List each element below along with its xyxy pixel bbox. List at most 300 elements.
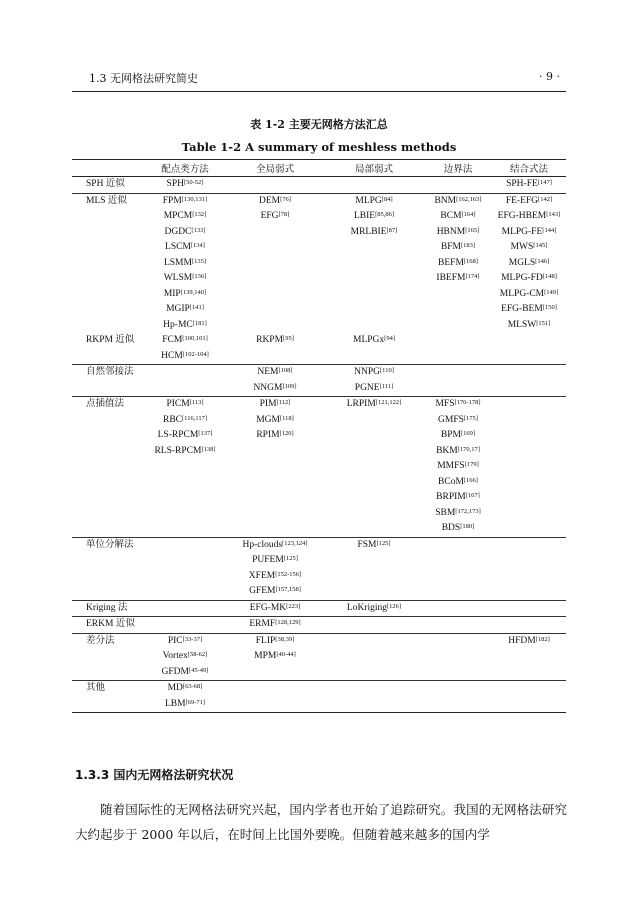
citation-ref: [132] — [192, 211, 207, 218]
citation-ref: [162,163] — [456, 195, 482, 203]
citation-ref: [148] — [542, 273, 557, 280]
method-entry — [144, 271, 226, 287]
running-head: 1.3 无网格法研究简史 — [89, 72, 198, 85]
method-name: PICM — [166, 399, 190, 409]
method-entry — [424, 490, 492, 506]
citation-ref: [100,101] — [182, 335, 208, 342]
method-name: PIM — [259, 399, 277, 409]
meshless-methods-table — [72, 159, 566, 713]
method-name: LBIE — [353, 211, 376, 221]
method-name: LSMM — [163, 257, 192, 268]
method-entry — [144, 413, 226, 429]
citation-ref: [125] — [376, 539, 391, 547]
method-entry — [424, 225, 492, 241]
page-number: · 9 · — [539, 70, 560, 83]
method-name: BEFM — [438, 257, 464, 268]
method-name: BNM — [434, 195, 457, 206]
column-header: 全局弱式 — [226, 160, 324, 177]
method-entry — [144, 428, 226, 444]
method-entry — [324, 538, 424, 554]
citation-ref: [109] — [282, 382, 297, 390]
method-name: BFM — [440, 242, 461, 252]
table-cell — [492, 397, 566, 538]
method-name: BCoM — [438, 476, 464, 487]
method-name: LSCM — [165, 242, 191, 252]
table-cell — [226, 537, 324, 600]
table-cell — [424, 633, 492, 681]
method-entry — [144, 240, 226, 256]
method-entry — [324, 209, 424, 225]
method-name: MGIP — [166, 304, 190, 314]
method-name: PGNE — [354, 382, 380, 393]
method-entry — [492, 302, 566, 318]
citation-ref: [165] — [465, 226, 480, 234]
method-name: XFEM — [248, 570, 276, 581]
citation-ref: [76] — [280, 195, 291, 203]
method-entry — [144, 665, 226, 681]
method-entry — [144, 333, 226, 349]
method-entry — [324, 601, 424, 617]
method-entry — [324, 225, 424, 241]
method-name: SPH — [166, 179, 184, 189]
method-entry — [144, 681, 226, 697]
row-label: MLS 近似 — [86, 195, 127, 206]
method-name: LRPIM — [346, 399, 376, 409]
method-name: MGLS — [508, 257, 536, 268]
citation-ref: [183] — [460, 242, 476, 249]
citation-ref: [118] — [279, 414, 294, 422]
method-entry — [424, 256, 492, 272]
method-entry — [144, 634, 226, 650]
table-cell — [424, 177, 492, 194]
method-name: MD — [167, 683, 183, 693]
citation-ref: [149] — [544, 288, 559, 296]
method-name: GFDM — [161, 666, 189, 677]
method-entry — [424, 521, 492, 537]
method-entry — [226, 194, 324, 210]
citation-ref: [168] — [463, 257, 478, 265]
table-body — [72, 177, 566, 713]
table-cell — [324, 177, 424, 194]
citation-ref: [137] — [198, 430, 213, 437]
table-cell — [492, 600, 566, 617]
table-cell — [324, 397, 424, 538]
table-cell — [226, 333, 324, 365]
citation-ref: [157,158] — [275, 586, 301, 593]
method-name: LoKriging — [346, 602, 387, 613]
table-cell — [324, 537, 424, 600]
citation-ref: [166] — [463, 476, 478, 484]
citation-ref: [111] — [379, 382, 394, 390]
citation-ref: [85,86] — [375, 211, 395, 218]
citation-ref: [95] — [283, 335, 294, 342]
method-name: EFG-HBEM — [497, 211, 547, 221]
table-cell — [424, 617, 492, 634]
method-entry — [226, 553, 324, 569]
method-entry — [226, 538, 324, 554]
method-name: EFG — [260, 211, 279, 221]
method-entry — [424, 506, 492, 522]
citation-ref: [150] — [542, 304, 557, 311]
table-cell — [226, 193, 324, 333]
table-row — [72, 617, 566, 634]
table-cell — [144, 633, 226, 681]
table-cell — [144, 177, 226, 194]
table-row — [72, 633, 566, 681]
citation-ref: [50-52] — [183, 179, 204, 186]
table-cell — [144, 193, 226, 333]
table-cell — [324, 617, 424, 634]
citation-ref: [40-44] — [276, 651, 296, 658]
method-entry — [144, 177, 226, 193]
method-name: IBEFM — [436, 273, 466, 283]
column-header: 局部弱式 — [324, 160, 424, 177]
citation-ref: [108] — [278, 367, 293, 374]
row-label: SPH 近似 — [86, 179, 125, 189]
citation-ref: [123,124] — [282, 539, 308, 547]
method-entry — [144, 444, 226, 460]
column-header: 配点类方法 — [144, 160, 226, 177]
method-name: Hp-clouds — [242, 539, 283, 550]
method-name: RLS-RPCM — [154, 445, 202, 456]
citation-ref: [116,117] — [182, 414, 207, 422]
method-name: FLIP — [255, 635, 276, 646]
citation-ref: [78] — [278, 211, 290, 218]
method-entry — [492, 209, 566, 225]
method-entry — [492, 271, 566, 287]
method-entry — [144, 649, 226, 665]
method-entry — [144, 225, 226, 241]
method-name: FSM — [357, 539, 377, 550]
method-name: MLPG-FD — [501, 273, 543, 283]
method-name: HBNM — [436, 226, 466, 237]
citation-ref: [102-104] — [182, 350, 209, 358]
method-name: BRPIM — [436, 492, 466, 502]
method-entry — [226, 584, 324, 600]
table-cell — [226, 397, 324, 538]
method-entry — [144, 697, 226, 713]
method-name: MLPGx — [353, 335, 385, 345]
citation-ref: [33-37] — [182, 635, 203, 643]
table-cell — [424, 537, 492, 600]
table-cell — [144, 681, 226, 713]
citation-ref: [112] — [276, 399, 291, 406]
method-entry — [424, 444, 492, 460]
method-entry — [226, 634, 324, 650]
header-rule — [72, 91, 566, 92]
citation-ref: [63-68] — [182, 683, 203, 690]
method-entry — [424, 271, 492, 287]
method-entry — [226, 333, 324, 349]
citation-ref: [179] — [464, 461, 479, 468]
method-name: LS-RPCM — [157, 430, 199, 440]
method-entry — [144, 256, 226, 272]
row-label: 点插值法 — [86, 399, 125, 409]
method-name: BPM — [440, 430, 461, 440]
citation-ref: [84] — [381, 195, 393, 203]
citation-ref: [182] — [535, 635, 550, 643]
method-entry — [226, 365, 324, 381]
table-cell — [424, 333, 492, 365]
table-cell — [324, 193, 424, 333]
table-cell — [144, 333, 226, 365]
method-name: PUFEM — [252, 555, 284, 565]
method-name: RBC — [163, 414, 183, 425]
method-name: BDS — [441, 523, 461, 533]
citation-ref: [135] — [191, 257, 207, 265]
table-row — [72, 333, 566, 365]
method-entry — [144, 349, 226, 365]
method-name: BCM — [440, 211, 462, 221]
citation-ref: [130,131] — [181, 195, 208, 203]
citation-ref: [110] — [380, 367, 394, 374]
method-entry — [424, 194, 492, 210]
table-caption-en: Table 1-2 A summary of meshless methods — [181, 140, 457, 154]
citation-ref: [175] — [463, 414, 478, 422]
method-entry — [226, 569, 324, 585]
citation-ref: [180] — [460, 523, 475, 530]
citation-ref: [134] — [190, 242, 205, 249]
method-entry — [492, 240, 566, 256]
citation-ref: [169] — [460, 430, 476, 437]
method-entry — [424, 475, 492, 491]
table-cell — [492, 617, 566, 634]
method-name: FCM — [162, 335, 183, 345]
table-cell — [424, 397, 492, 538]
method-entry — [424, 209, 492, 225]
method-entry — [324, 397, 424, 413]
method-entry — [144, 209, 226, 225]
citation-ref: [133] — [191, 226, 206, 234]
citation-ref: [126] — [387, 602, 402, 610]
table-cell — [226, 633, 324, 681]
citation-ref: [38,39] — [275, 635, 295, 643]
citation-ref: [69-71] — [185, 698, 206, 706]
method-name: MGM — [256, 414, 280, 425]
row-label: Kriging 法 — [86, 602, 128, 613]
method-name: GFEM — [249, 586, 276, 596]
method-name: MIP — [163, 288, 181, 299]
table-row — [72, 365, 566, 397]
method-entry — [324, 194, 424, 210]
method-name: WLSM — [163, 273, 193, 283]
citation-ref: [223] — [286, 602, 301, 610]
citation-ref: [128,129] — [275, 619, 301, 626]
method-entry — [226, 397, 324, 413]
table-cell — [144, 397, 226, 538]
table-cell — [324, 681, 424, 713]
table-cell — [492, 333, 566, 365]
method-name: RPIM — [256, 430, 280, 440]
citation-ref: [170,17] — [457, 445, 480, 453]
method-entry — [324, 365, 424, 381]
table-header-row — [72, 160, 566, 177]
table-cell — [324, 333, 424, 365]
row-label: 其他 — [86, 683, 106, 693]
table-cell — [424, 365, 492, 397]
citation-ref: [151] — [536, 319, 551, 327]
method-name: ERMF — [249, 619, 276, 629]
method-name: MLSW — [507, 319, 537, 330]
citation-ref: [152-156] — [275, 570, 302, 578]
citation-ref: [138] — [201, 445, 216, 453]
citation-ref: [142] — [538, 195, 553, 203]
table-cell — [226, 177, 324, 194]
method-name: PIC — [167, 635, 183, 646]
table-cell — [492, 193, 566, 333]
column-header: 边界法 — [424, 160, 492, 177]
citation-ref: [136] — [192, 273, 207, 280]
method-name: BKM — [436, 445, 458, 456]
method-name: MFS — [435, 399, 455, 409]
method-entry — [226, 209, 324, 225]
method-name: MLPG-FE — [501, 226, 543, 237]
table-cell — [492, 537, 566, 600]
citation-ref: [176-178] — [454, 399, 481, 406]
citation-ref: [94] — [384, 335, 395, 342]
body-paragraph: 随着国际性的无网格法研究兴起，国内学者也开始了追踪研究。我国的无网格法研究大约起步于 2000 年以后，在时间上比国外要晚。但随着越来越多的国内学 — [75, 802, 567, 842]
citation-ref: [164] — [461, 211, 476, 218]
method-entry — [324, 381, 424, 397]
method-entry — [424, 397, 492, 413]
table-cell — [226, 681, 324, 713]
citation-ref: [167] — [465, 492, 480, 499]
citation-ref: [121,122] — [375, 399, 402, 406]
table-cell — [226, 365, 324, 397]
table-row — [72, 397, 566, 538]
row-label: 单位分解法 — [86, 539, 134, 550]
method-name: MMFS — [437, 461, 465, 471]
method-entry — [144, 397, 226, 413]
method-entry — [226, 649, 324, 665]
method-entry — [424, 459, 492, 475]
method-name: EFG-MK — [249, 602, 287, 613]
citation-ref: [139,140] — [180, 288, 207, 296]
citation-ref: [113] — [189, 399, 204, 406]
method-name: Hp-MC — [163, 319, 193, 330]
citation-ref: [120] — [279, 430, 294, 437]
table-cell — [424, 193, 492, 333]
method-entry — [492, 225, 566, 241]
method-name: NNGM — [253, 382, 283, 393]
method-name: HCM — [161, 350, 183, 361]
method-name: MRLBIE — [350, 226, 387, 237]
method-entry — [226, 381, 324, 397]
citation-ref: [181] — [192, 319, 207, 327]
table-cell — [424, 681, 492, 713]
citation-ref: [147] — [537, 179, 552, 186]
table-cell — [144, 617, 226, 634]
method-entry — [144, 318, 226, 334]
table-cell — [492, 633, 566, 681]
method-name: FPM — [162, 195, 182, 206]
table-cell — [324, 600, 424, 617]
method-name: HFDM — [508, 635, 536, 646]
method-name: MPM — [254, 651, 277, 661]
table-cell — [492, 177, 566, 194]
method-name: NEM — [257, 367, 279, 377]
method-entry — [492, 287, 566, 303]
method-name: DEM — [259, 195, 281, 206]
citation-ref: [125] — [283, 555, 298, 562]
citation-ref: [145] — [533, 242, 548, 249]
table-cell — [226, 617, 324, 634]
citation-ref: [45-49] — [188, 666, 209, 674]
method-name: MWS — [510, 242, 534, 252]
table-cell — [492, 365, 566, 397]
table-cell — [324, 365, 424, 397]
method-entry — [226, 601, 324, 617]
table-cell — [144, 365, 226, 397]
row-label: 差分法 — [86, 635, 115, 646]
citation-ref: [174] — [465, 273, 480, 280]
citation-ref: [141] — [189, 304, 204, 311]
method-entry — [144, 287, 226, 303]
table-cell — [424, 600, 492, 617]
method-entry — [492, 194, 566, 210]
method-name: FE-EFG — [505, 195, 539, 206]
method-entry — [492, 634, 566, 650]
table-cell — [226, 600, 324, 617]
table-cell — [492, 681, 566, 713]
table-cell — [144, 600, 226, 617]
table-row — [72, 681, 566, 713]
method-name: NNPG — [354, 367, 381, 377]
method-entry — [424, 413, 492, 429]
row-label: ERKM 近似 — [86, 619, 135, 629]
table-row — [72, 600, 566, 617]
citation-ref: [87] — [386, 226, 398, 234]
table-cell — [144, 537, 226, 600]
citation-ref: [172,173] — [455, 507, 481, 515]
method-entry — [226, 428, 324, 444]
method-entry — [424, 428, 492, 444]
method-name: SBM — [435, 507, 456, 518]
section-heading: 1.3.3 国内无网格法研究状况 — [75, 768, 234, 782]
row-label: 自然邻接法 — [86, 367, 134, 377]
method-entry — [492, 177, 566, 193]
method-name: SPH-FE — [506, 179, 538, 189]
method-name: MLPG-CM — [499, 288, 545, 299]
method-entry — [492, 318, 566, 334]
method-entry — [144, 194, 226, 210]
method-name: LBM — [164, 698, 186, 709]
method-entry — [324, 333, 424, 349]
citation-ref: [144] — [542, 226, 557, 234]
citation-ref: [146] — [535, 257, 550, 265]
citation-ref: [143] — [546, 211, 561, 218]
method-name: MPCM — [163, 211, 193, 221]
method-name: RKPM — [256, 335, 284, 345]
citation-ref: [58-62] — [187, 651, 208, 658]
method-name: DGDC — [164, 226, 192, 237]
method-entry — [226, 617, 324, 633]
page-header — [75, 70, 566, 86]
method-name: EFG-BEM — [501, 304, 543, 314]
method-name: GMFS — [438, 414, 464, 425]
column-header — [72, 160, 144, 177]
method-entry — [492, 256, 566, 272]
table-row — [72, 537, 566, 600]
column-header: 结合式法 — [492, 160, 566, 177]
method-entry — [144, 302, 226, 318]
table-row — [72, 193, 566, 333]
method-name: Vortex — [162, 651, 188, 661]
method-entry — [424, 240, 492, 256]
table-row — [72, 177, 566, 194]
method-entry — [226, 413, 324, 429]
method-name: MLPG — [355, 195, 382, 206]
